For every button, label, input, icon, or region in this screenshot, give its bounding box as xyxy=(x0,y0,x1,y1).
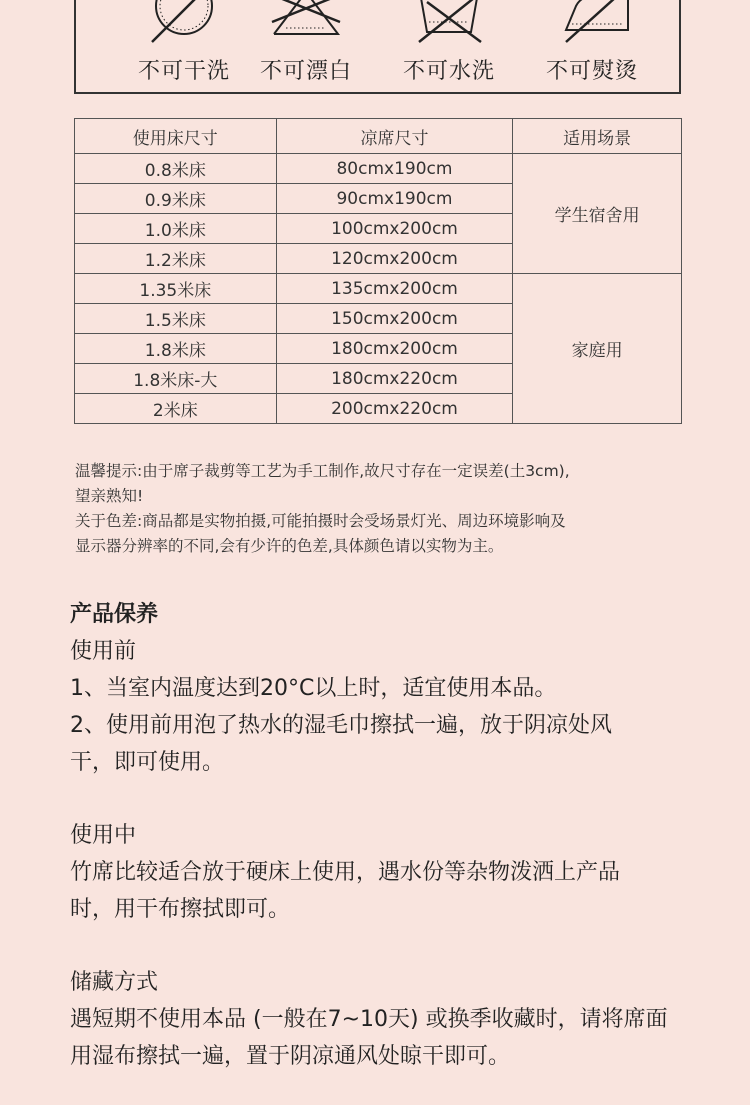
mat-size-cell: 200cmx220cm xyxy=(276,394,513,424)
tolerance-note: 温馨提示:由于席子裁剪等工艺为手工制作,故尺寸存在一定误差(土3cm), xyxy=(75,462,570,480)
care-item-no-wash xyxy=(379,0,519,85)
size-table xyxy=(74,118,682,424)
mat-size-cell: 120cmx200cm xyxy=(276,244,513,274)
table-header-mat-size: 凉席尺寸 xyxy=(276,119,513,154)
product-care-section xyxy=(70,596,700,1075)
color-note-cont: 显示器分辨率的不同,会有少许的色差,具体颜色请以实物为主。 xyxy=(75,537,504,555)
mat-size-cell: 80cmx190cm xyxy=(276,154,513,184)
during-use-heading: 使用中 xyxy=(70,823,137,848)
notes-section xyxy=(75,459,695,559)
no-wash-icon xyxy=(399,0,499,44)
storage-text: 遇短期不使用本品 (一般在7~10天) 或换季收藏时，请将席面 xyxy=(70,1007,668,1032)
care-label: 不可熨烫 xyxy=(545,59,638,84)
table-row xyxy=(75,154,682,184)
bed-size-cell: 1.8米床 xyxy=(75,334,277,364)
care-item-no-dry-clean xyxy=(114,0,254,85)
no-dry-clean-icon xyxy=(134,0,234,44)
mat-size-cell: 100cmx200cm xyxy=(276,214,513,244)
storage-text-cont: 用湿布擦拭一遍，置于阴凉通风处晾干即可。 xyxy=(70,1044,511,1069)
mat-size-cell: 90cmx190cm xyxy=(276,184,513,214)
before-use-heading: 使用前 xyxy=(70,639,137,664)
table-row xyxy=(75,274,682,304)
care-label: 不可水洗 xyxy=(402,59,495,84)
before-use-item-1: 1、当室内温度达到20°C以上时，适宜使用本品。 xyxy=(70,676,557,701)
bed-size-cell: 1.2米床 xyxy=(75,244,277,274)
table-header-row xyxy=(75,119,682,154)
bed-size-cell: 0.9米床 xyxy=(75,184,277,214)
bed-size-cell: 2米床 xyxy=(75,394,277,424)
table-header-bed-size: 使用床尺寸 xyxy=(75,119,277,154)
care-item-no-bleach xyxy=(236,0,376,85)
bed-size-cell: 1.35米床 xyxy=(75,274,277,304)
care-icons-panel xyxy=(74,0,681,94)
spacer xyxy=(70,781,700,817)
no-iron-icon xyxy=(542,0,642,44)
mat-size-cell: 180cmx220cm xyxy=(276,364,513,394)
tolerance-note-cont: 望亲熟知! xyxy=(75,487,144,505)
during-use-text-cont: 时，用干布擦拭即可。 xyxy=(70,897,291,922)
care-label: 不可漂白 xyxy=(259,59,352,84)
before-use-item-2: 2、使用前用泡了热水的湿毛巾擦拭一遍，放于阴凉处风 xyxy=(70,713,612,738)
bed-size-cell: 1.8米床-大 xyxy=(75,364,277,394)
bed-size-cell: 1.5米床 xyxy=(75,304,277,334)
no-bleach-icon xyxy=(256,0,356,44)
storage-heading: 储藏方式 xyxy=(70,970,159,995)
bed-size-cell: 0.8米床 xyxy=(75,154,277,184)
scene-cell-dorm: 学生宿舍用 xyxy=(513,154,682,274)
bed-size-cell: 1.0米床 xyxy=(75,214,277,244)
table-header-scene: 适用场景 xyxy=(513,119,682,154)
section-title: 产品保养 xyxy=(70,602,159,627)
scene-cell-home: 家庭用 xyxy=(513,274,682,424)
spacer xyxy=(70,928,700,964)
care-item-no-iron xyxy=(522,0,662,85)
color-note: 关于色差:商品都是实物拍摄,可能拍摄时会受场景灯光、周边环境影响及 xyxy=(75,512,566,530)
before-use-item-2-cont: 干，即可使用。 xyxy=(70,750,225,775)
mat-size-cell: 180cmx200cm xyxy=(276,334,513,364)
mat-size-cell: 135cmx200cm xyxy=(276,274,513,304)
during-use-text: 竹席比较适合放于硬床上使用，遇水份等杂物泼洒上产品 xyxy=(70,860,621,885)
mat-size-cell: 150cmx200cm xyxy=(276,304,513,334)
care-label: 不可干洗 xyxy=(137,59,230,84)
